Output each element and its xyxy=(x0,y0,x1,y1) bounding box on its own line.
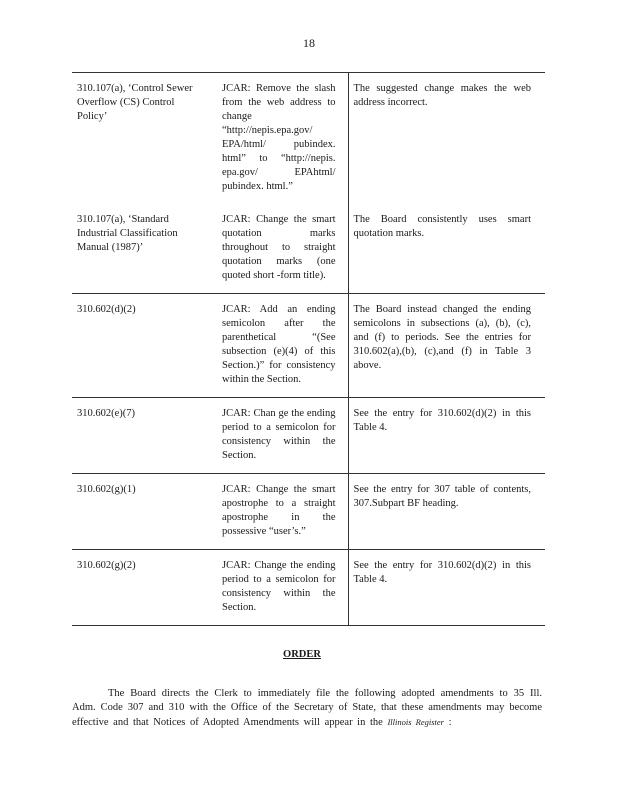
jcar-comment-cell: JCAR: Change the smart apostrophe to a straight apostrophe in the possessive “user’s.” xyxy=(217,474,348,550)
comments-table xyxy=(72,72,545,626)
section-cell: 310.107(a), ‘Control Sewer Overflow (CS) Control Policy’ xyxy=(72,73,217,205)
order-heading-text: ORDER xyxy=(283,649,321,660)
board-response-cell: The Board instead changed the ending semicolons in subsections (a), (b), (c), and (f) to periods. See the entries for 310.602(a),(b), (c),and (f) in Table 3 above. xyxy=(348,294,545,398)
board-response-cell: See the entry for 310.602(d)(2) in this Table 4. xyxy=(348,550,545,626)
table-row xyxy=(72,474,545,550)
jcar-comment-cell: JCAR: Change the ending period to a semicolon for consistency within the Section. xyxy=(217,550,348,626)
board-response-cell: The suggested change makes the web address incorrect. xyxy=(348,73,545,205)
table-row xyxy=(72,294,545,398)
section-cell: 310.107(a), ‘Standard Industrial Classification Manual (1987)’ xyxy=(77,214,178,253)
table-row xyxy=(72,398,545,474)
section-cell: 310.602(d)(2) xyxy=(72,294,217,398)
order-heading xyxy=(0,649,618,660)
register-title: Illinois Register xyxy=(387,716,444,727)
table-row xyxy=(72,73,545,205)
board-response-cell: See the entry for 310.602(d)(2) in this Table 4. xyxy=(348,398,545,474)
order-paragraph xyxy=(72,687,542,730)
table-row xyxy=(72,204,545,294)
section-cell: 310.602(e)(7) xyxy=(72,398,217,474)
section-cell: 310.602(g)(1) xyxy=(72,474,217,550)
jcar-comment-cell: JCAR: Remove the slash from the web address to change “http://nepis.epa.gov/ EPA/html/ pubindex. html” to “http://nepis. epa.gov/ EPAhtml/ pubindex. html.” xyxy=(217,73,348,205)
board-response-cell: The Board consistently uses smart quotation marks. xyxy=(348,204,545,294)
order-text-end: : xyxy=(448,716,452,728)
order-text: The Board directs the Clerk to immediately file the following adopted amendments to 35 Ill. Adm. Code 307 and 310 with the Office of the Secretary of State, that these amendments may become effective and that Notices of Adopted Amendments will appear in the xyxy=(72,687,542,728)
section-cell: 310.602(g)(2) xyxy=(72,550,217,626)
page-number: 18 xyxy=(303,36,315,50)
jcar-comment-cell: JCAR: Change the smart quotation marks throughout to straight quotation marks (one quoted short -form title). xyxy=(222,214,336,281)
jcar-comment-cell: JCAR: Add an ending semicolon after the parenthetical “(See subsection (e)(4) of this Section.)” for consistency within the Section. xyxy=(217,294,348,398)
table-row xyxy=(72,550,545,626)
board-response-cell: See the entry for 307 table of contents, 307.Subpart BF heading. xyxy=(348,474,545,550)
jcar-comment-cell: JCAR: Chan ge the ending period to a semicolon for consistency within the Section. xyxy=(217,398,348,474)
